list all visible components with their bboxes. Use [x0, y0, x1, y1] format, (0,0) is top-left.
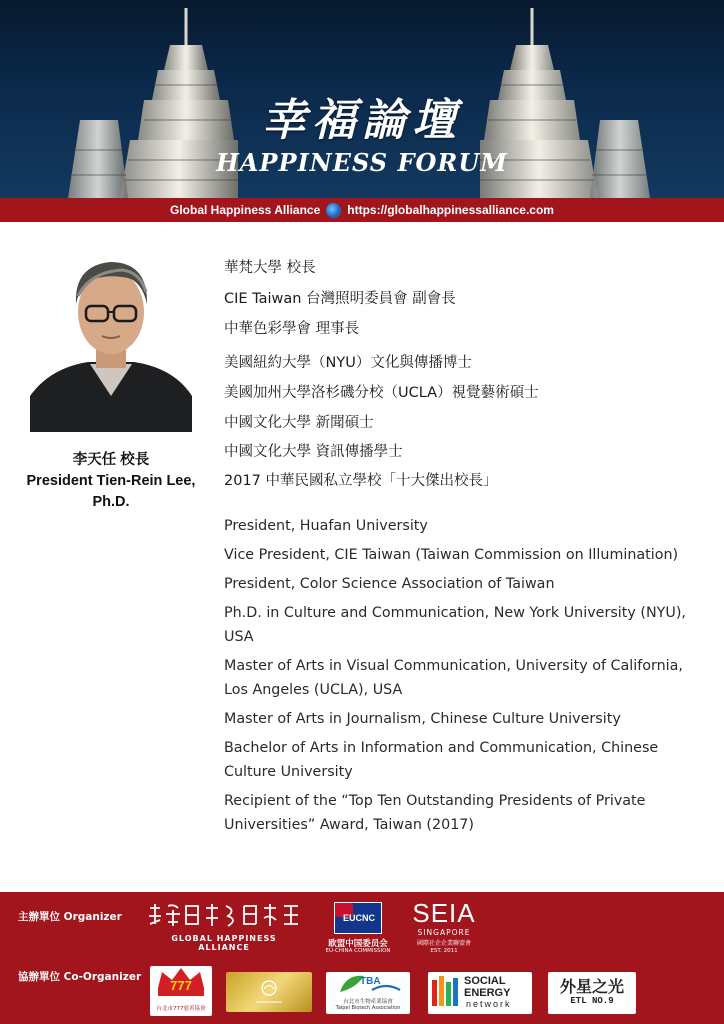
- social-energy-network-logo: [428, 972, 532, 1014]
- bio-en-item: Vice President, CIE Taiwan (Taiwan Commission on Illumination): [224, 547, 679, 563]
- lotus-emblem-icon: [226, 972, 312, 1012]
- eucnc-logo: [318, 900, 398, 956]
- bio-en-item: Bachelor of Arts in Information and Communication, Chinese Culture University: [224, 740, 659, 780]
- speaker-name-english: President Tien-Rein Lee, Ph.D.: [26, 473, 196, 510]
- bio-en-item: Master of Arts in Visual Communication, University of California, Los Angeles (UCLA), USA: [224, 658, 683, 698]
- forum-title-english: HAPPINESS FORUM: [216, 148, 508, 177]
- eucnc-badge-text: EUCNC: [342, 913, 375, 923]
- etl-no9-logo: [548, 972, 636, 1014]
- charity-777-logo: [150, 966, 212, 1016]
- sen-line3: network: [466, 999, 512, 1009]
- portrait-photo: [30, 246, 192, 432]
- bio-en-item: Recipient of the “Top Ten Outstanding Presidents of Private Universities” Award, Taiwan (2017): [224, 793, 646, 833]
- organizer-label: 主辦單位 Organizer: [18, 911, 122, 923]
- seia-singapore-logo: [408, 898, 480, 958]
- tba-en-name: Taipei Biotech Association: [335, 1005, 401, 1011]
- coorganizer-label: 協辦單位 Co-Organizer: [18, 971, 142, 983]
- website-link[interactable]: https://globalhappinessalliance.com: [347, 203, 554, 217]
- sen-line2: ENERGY: [464, 987, 511, 999]
- forum-title-chinese: 幸福論壇: [262, 95, 462, 146]
- c777-number: 777: [170, 978, 192, 993]
- globe-icon: [326, 203, 341, 218]
- bio-en-item: Ph.D. in Culture and Communication, New York University (NYU), USA: [224, 605, 686, 645]
- bio-cn-item: CIE Taiwan 台灣照明委員會 副會長: [224, 291, 456, 307]
- bio-cn-item: 中華色彩學會 理事長: [224, 321, 360, 337]
- seia-established: EST. 2011: [430, 948, 458, 954]
- speaker-name-chinese: 李天任 校長: [72, 452, 150, 468]
- eucnc-flag-icon: [334, 902, 382, 934]
- bio-en-item: Master of Arts in Journalism, Chinese Culture University: [224, 711, 621, 727]
- alliance-label: Global Happiness Alliance: [170, 203, 321, 217]
- website-strip: [0, 198, 724, 222]
- bio-en-item: President, Color Science Association of Taiwan: [224, 576, 555, 592]
- bio-en-item: President, Huafan University: [224, 518, 428, 534]
- c777-caption: 台北市777慈善協會: [156, 1006, 206, 1012]
- seia-country: SINGAPORE: [417, 928, 471, 937]
- etl-cn-name: 外星之光: [559, 977, 624, 996]
- speaker-name-block: [12, 450, 210, 513]
- happiness-glyphs-icon: [144, 900, 304, 930]
- bio-cn-item: 華梵大學 校長: [224, 260, 316, 276]
- energy-bars-icon: [428, 972, 462, 1014]
- sponsor-footer: [0, 892, 724, 1024]
- global-happiness-alliance-logo: [144, 900, 304, 952]
- gha-logo-text: GLOBAL HAPPINESS ALLIANCE: [171, 934, 277, 952]
- tba-cn-name: 台北市生物產業協會: [343, 999, 393, 1005]
- eucnc-en-name: EU-CHINA COMMISSION: [325, 948, 391, 954]
- bio-cn-item: 2017 中華民國私立學校「十大傑出校長」: [224, 473, 498, 489]
- bio-cn-item: 美國紐約大學（NYU）文化與傳播博士: [224, 355, 472, 371]
- tba-mark: TBA: [360, 976, 381, 987]
- seia-cn-name: 國際社企企業聯盟會: [416, 940, 471, 947]
- bio-cn-item: 中國文化大學 資訊傳播學士: [224, 444, 403, 460]
- bio-cn-item: 美國加州大學洛杉磯分校（UCLA）視覺藝術碩士: [224, 385, 539, 401]
- bio-cn-item: 中國文化大學 新聞碩士: [224, 415, 374, 431]
- gold-emblem-logo: [226, 972, 312, 1012]
- header-banner: [0, 0, 724, 198]
- eucnc-cn-name: 欧盟中国委员会: [328, 939, 388, 949]
- etl-en-name: ETL NO.9: [570, 996, 614, 1006]
- taipei-biotech-association-logo: [326, 972, 410, 1014]
- seia-title: SEIA: [412, 898, 476, 928]
- sen-line1: SOCIAL: [464, 975, 506, 987]
- bio-english-list: [224, 514, 694, 842]
